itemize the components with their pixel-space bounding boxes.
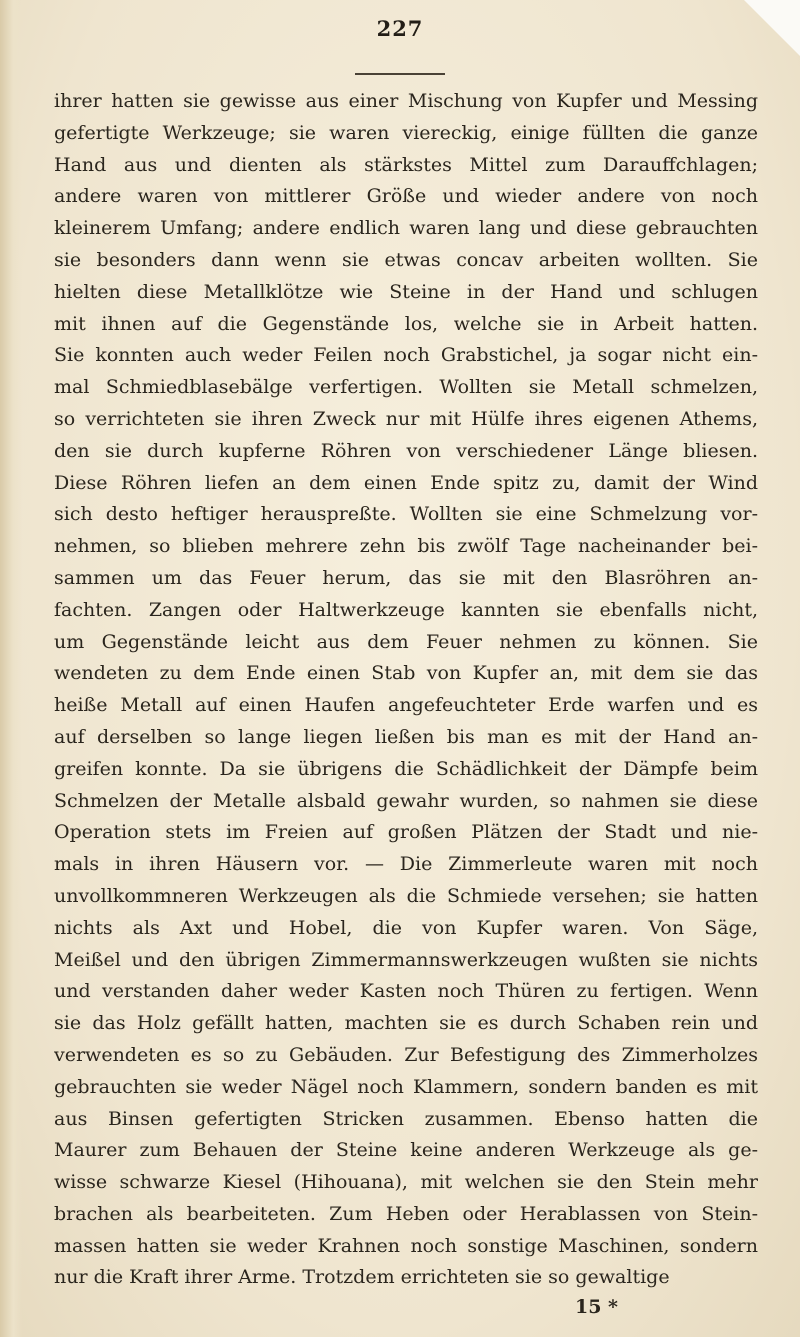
text-line: nichts als Axt und Hobel, die von Kupfer waren. Von Säge, [54,916,758,939]
text-line: und verstanden daher weder Kasten noch Thüren zu fertigen. Wenn [54,980,758,1003]
page-binding-shadow [0,0,22,1337]
text-line: Schmelzen der Metalle alsbald gewahr wurden, so nahmen sie diese [54,789,758,812]
text-line: fachten. Zangen oder Haltwerkzeuge kannten sie ebenfalls nicht, [54,598,758,621]
text-line: massen hatten sie weder Krahnen noch sonstige Maschinen, sondern [54,1234,758,1257]
text-line: Hand aus und dienten als stärkstes Mittel zum Darauffchlagen; [54,153,758,176]
text-line: Diese Röhren liefen an dem einen Ende spitz zu, damit der Wind [54,471,758,494]
body-text [54,86,758,1294]
text-line: ihrer hatten sie gewisse aus einer Mischung von Kupfer und Messing [54,90,758,112]
text-line: Meißel und den übrigen Zimmermannswerkzeugen wußten sie nichts [54,948,758,971]
text-line: sie besonders dann wenn sie etwas concav arbeiten wollten. Sie [54,248,758,271]
text-line: Maurer zum Behauen der Steine keine anderen Werkzeuge als ge- [54,1139,758,1162]
text-line: sich desto heftiger herauspreßte. Wollten sie eine Schmelzung vor- [54,503,758,526]
text-line: andere waren von mittlerer Größe und wieder andere von noch [54,185,758,208]
text-line: gebrauchten sie weder Nägel noch Klammern, sondern banden es mit [54,1075,758,1098]
text-line: Operation stets im Freien auf großen Plätzen der Stadt und nie- [54,821,758,844]
text-line: mit ihnen auf die Gegenstände los, welche sie in Arbeit hatten. [54,312,758,335]
text-line: kleinerem Umfang; andere endlich waren lang und diese gebrauchten [54,217,758,240]
text-line: auf derselben so lange liegen ließen bis man es mit der Hand an- [54,725,758,748]
page-number: 227 [376,16,424,41]
text-line: aus Binsen gefertigten Stricken zusammen. Ebenso hatten die [54,1107,758,1130]
text-line: heiße Metall auf einen Haufen angefeuchteter Erde warfen und es [54,694,758,717]
text-line: mal Schmiedblasebälge verfertigen. Wollten sie Metall schmelzen, [54,376,758,399]
text-line: mals in ihren Häusern vor. — Die Zimmerleute waren mit noch [54,853,758,876]
text-line: hielten diese Metallklötze wie Steine in der Hand und schlugen [54,280,758,303]
text-line: Sie konnten auch weder Feilen noch Grabstichel, ja sogar nicht ein- [54,344,758,367]
text-line: verwendeten es so zu Gebäuden. Zur Befestigung des Zimmerholzes [54,1043,758,1066]
text-line: sammen um das Feuer herum, das sie mit den Blasröhren an- [54,566,758,589]
text-line: den sie durch kupferne Röhren von verschiedener Länge bliesen. [54,439,758,462]
text-line: nur die Kraft ihrer Arme. Trotzdem errichteten sie so gewaltige [54,1266,670,1289]
text-line: sie das Holz gefällt hatten, machten sie es durch Schaben rein und [54,1012,758,1035]
text-line: wisse schwarze Kiesel (Hihouana), mit welchen sie den Stein mehr [54,1171,758,1194]
header-rule [355,73,445,75]
text-line: nehmen, so blieben mehrere zehn bis zwölf Tage nacheinander bei- [54,535,758,558]
text-line: brachen als bearbeiteten. Zum Heben oder Herablassen von Stein- [54,1202,758,1225]
text-line: wendeten zu dem Ende einen Stab von Kupfer an, mit dem sie das [54,662,758,685]
text-line: so verrichteten sie ihren Zweck nur mit Hülfe ihres eigenen Athems, [54,407,758,430]
text-line: unvollkommneren Werkzeugen als die Schmiede versehen; sie hatten [54,884,758,907]
signature-mark: 15 * [575,1296,618,1318]
text-line: greifen konnte. Da sie übrigens die Schädlichkeit der Dämpfe beim [54,757,758,780]
text-line: um Gegenstände leicht aus dem Feuer nehmen zu können. Sie [54,630,758,653]
text-line: gefertigte Werkzeuge; sie waren viereckig, einige füllten die ganze [54,121,758,144]
